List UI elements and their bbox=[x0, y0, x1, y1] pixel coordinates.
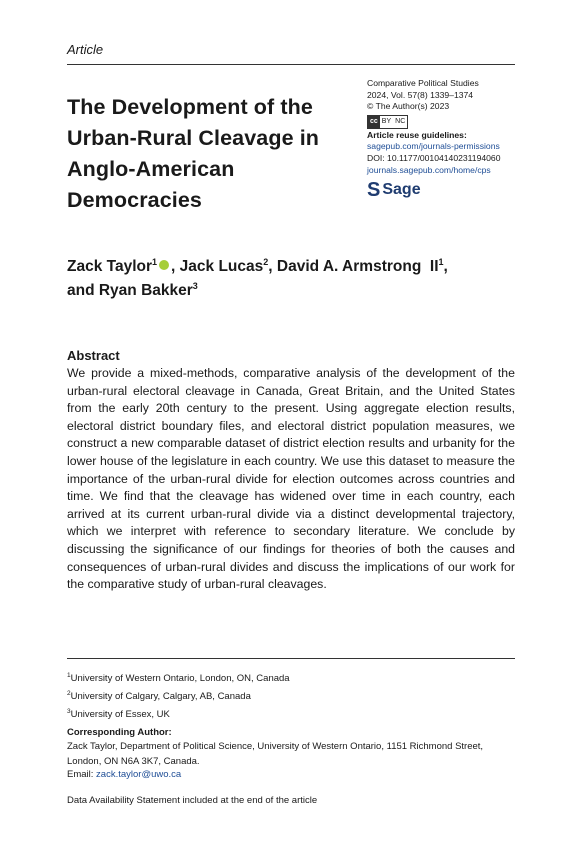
affiliation-item: $^3$University of Essex, UK bbox=[67, 708, 170, 721]
cc-logo: cc bbox=[368, 116, 380, 128]
abstract-heading: Abstract bbox=[67, 348, 120, 363]
author-name[interactable]: David A. Armstrong II bbox=[276, 258, 439, 275]
sage-logo bbox=[367, 180, 537, 200]
journal-name: Comparative Political Studies bbox=[367, 78, 479, 88]
journal-info bbox=[367, 78, 537, 200]
section-label: Article bbox=[67, 42, 104, 57]
author-affiliation-sup: 1 bbox=[438, 256, 444, 267]
data-availability-statement: Data Availability Statement included at the end of the article bbox=[67, 795, 318, 806]
reuse-label: Article reuse guidelines: bbox=[367, 129, 467, 140]
author-affiliation-sup: 2 bbox=[263, 256, 269, 267]
sage-wordmark: Sage bbox=[382, 181, 421, 199]
author-name[interactable]: Zack Taylor bbox=[67, 258, 153, 275]
author-name[interactable]: and Ryan Bakker bbox=[67, 282, 193, 299]
orcid-icon[interactable] bbox=[159, 260, 169, 270]
author-list: Zack Taylor$^1$ , Jack Lucas$^2$, David A. Armstrong $II^1$, and Ryan Bakker$^3$ bbox=[67, 256, 448, 299]
email-link[interactable]: zack.taylor@uwo.ca bbox=[96, 769, 182, 780]
top-divider bbox=[67, 64, 515, 65]
corresponding-heading: Corresponding Author: bbox=[67, 727, 172, 738]
affiliations bbox=[67, 668, 290, 722]
copyright: © The Author(s) 2023 bbox=[367, 101, 450, 112]
affiliation-item: $^1$University of Western Ontario, London, ON, Canada bbox=[67, 672, 290, 685]
doi: DOI: 10.1177/00104140231194060 bbox=[367, 152, 501, 163]
email-label: Email: bbox=[67, 769, 94, 780]
journal-home-link[interactable]: journals.sagepub.com/home/cps bbox=[367, 164, 491, 175]
affiliation-item: $^2$University of Calgary, Calgary, AB, Canada bbox=[67, 690, 251, 703]
email-line bbox=[67, 769, 181, 780]
cc-license-icon[interactable] bbox=[367, 115, 408, 129]
abstract-text: We provide a mixed-methods, comparative analysis of the development of the urban-rural electoral cleavage in Canada, Great Britain, and the United States from the early 20th century to the present. Using aggregate election results, electoral district boundary files, and electoral district population measures, we construct a new comparable dataset of district election results and urbanity for the lower house of the legislature in each country. We use this dataset to measure the importance of the urban-rural divide for election outcomes across countries and time. We find that the cleavage has widened over time in each country, each arrived at its current urban-rural divide via a distinct developmental trajectory, which we interpret with reference to secondary literature. We conclude by discussing the significance of our findings for theories of both the causes and consequences of urban-rural divides and discuss the implications of our work for the comparative study of urban-rural cleavages. bbox=[67, 366, 515, 592]
author-affiliation-sup: 1 bbox=[152, 256, 158, 267]
journal-volume: 2024, Vol. 57(8) 1339–1374 bbox=[367, 89, 474, 100]
article-title: The Development of the Urban-Rural Cleavage in Anglo-American Democracies bbox=[67, 95, 320, 212]
author-affiliation-sup: 3 bbox=[192, 280, 198, 291]
by-icon: BY bbox=[381, 117, 392, 125]
author-name[interactable]: Jack Lucas bbox=[179, 258, 264, 275]
sage-s-icon: S bbox=[367, 179, 381, 202]
reuse-link[interactable]: sagepub.com/journals-permissions bbox=[367, 141, 500, 152]
corresponding-address: Zack Taylor, Department of Political Science, University of Western Ontario, 1151 Richmond Street, London, ON N6A 3K7, Canada. bbox=[67, 741, 484, 767]
nc-icon: NC bbox=[395, 117, 406, 125]
footnote-divider bbox=[67, 658, 515, 659]
